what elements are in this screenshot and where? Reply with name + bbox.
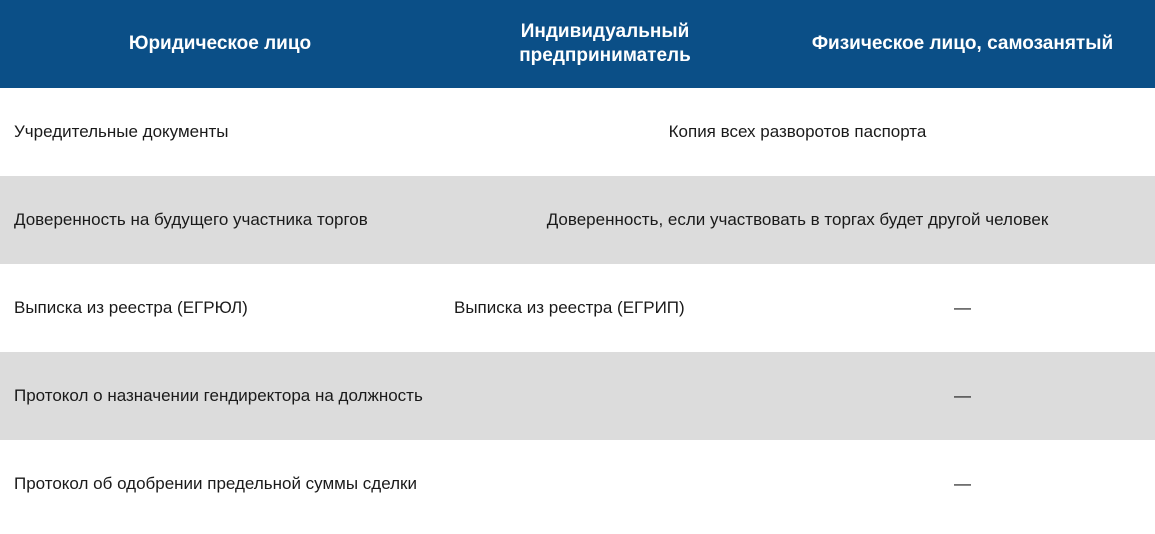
- table-cell-dash: —: [770, 264, 1155, 352]
- table-header-row: [0, 0, 1155, 88]
- column-header-legal-entity: Юридическое лицо: [0, 0, 440, 88]
- table-row: [0, 352, 1155, 440]
- table-row: [0, 88, 1155, 176]
- table-cell: [440, 352, 770, 440]
- table-cell: Протокол о назначении гендиректора на должность: [0, 352, 440, 440]
- table-cell: Копия всех разворотов паспорта: [440, 88, 1155, 176]
- table-row: [0, 176, 1155, 264]
- table-cell: Протокол об одобрении предельной суммы сделки: [0, 440, 440, 528]
- table-row: [0, 264, 1155, 352]
- table-cell: Доверенность, если участвовать в торгах будет другой человек: [440, 176, 1155, 264]
- table-cell: [440, 440, 770, 528]
- table-header: [0, 0, 1155, 88]
- table-cell-dash: —: [770, 352, 1155, 440]
- table-cell: Выписка из реестра (ЕГРЮЛ): [0, 264, 440, 352]
- column-header-individual-self-employed: Физическое лицо, самозанятый: [770, 0, 1155, 88]
- table-cell: Доверенность на будущего участника торгов: [0, 176, 440, 264]
- column-header-individual-entrepreneur: Индивидуальный предприниматель: [440, 0, 770, 88]
- table-row: [0, 440, 1155, 528]
- table-cell: Выписка из реестра (ЕГРИП): [440, 264, 770, 352]
- table-cell-dash: —: [770, 440, 1155, 528]
- table-cell: Учредительные документы: [0, 88, 440, 176]
- table-body: [0, 88, 1155, 528]
